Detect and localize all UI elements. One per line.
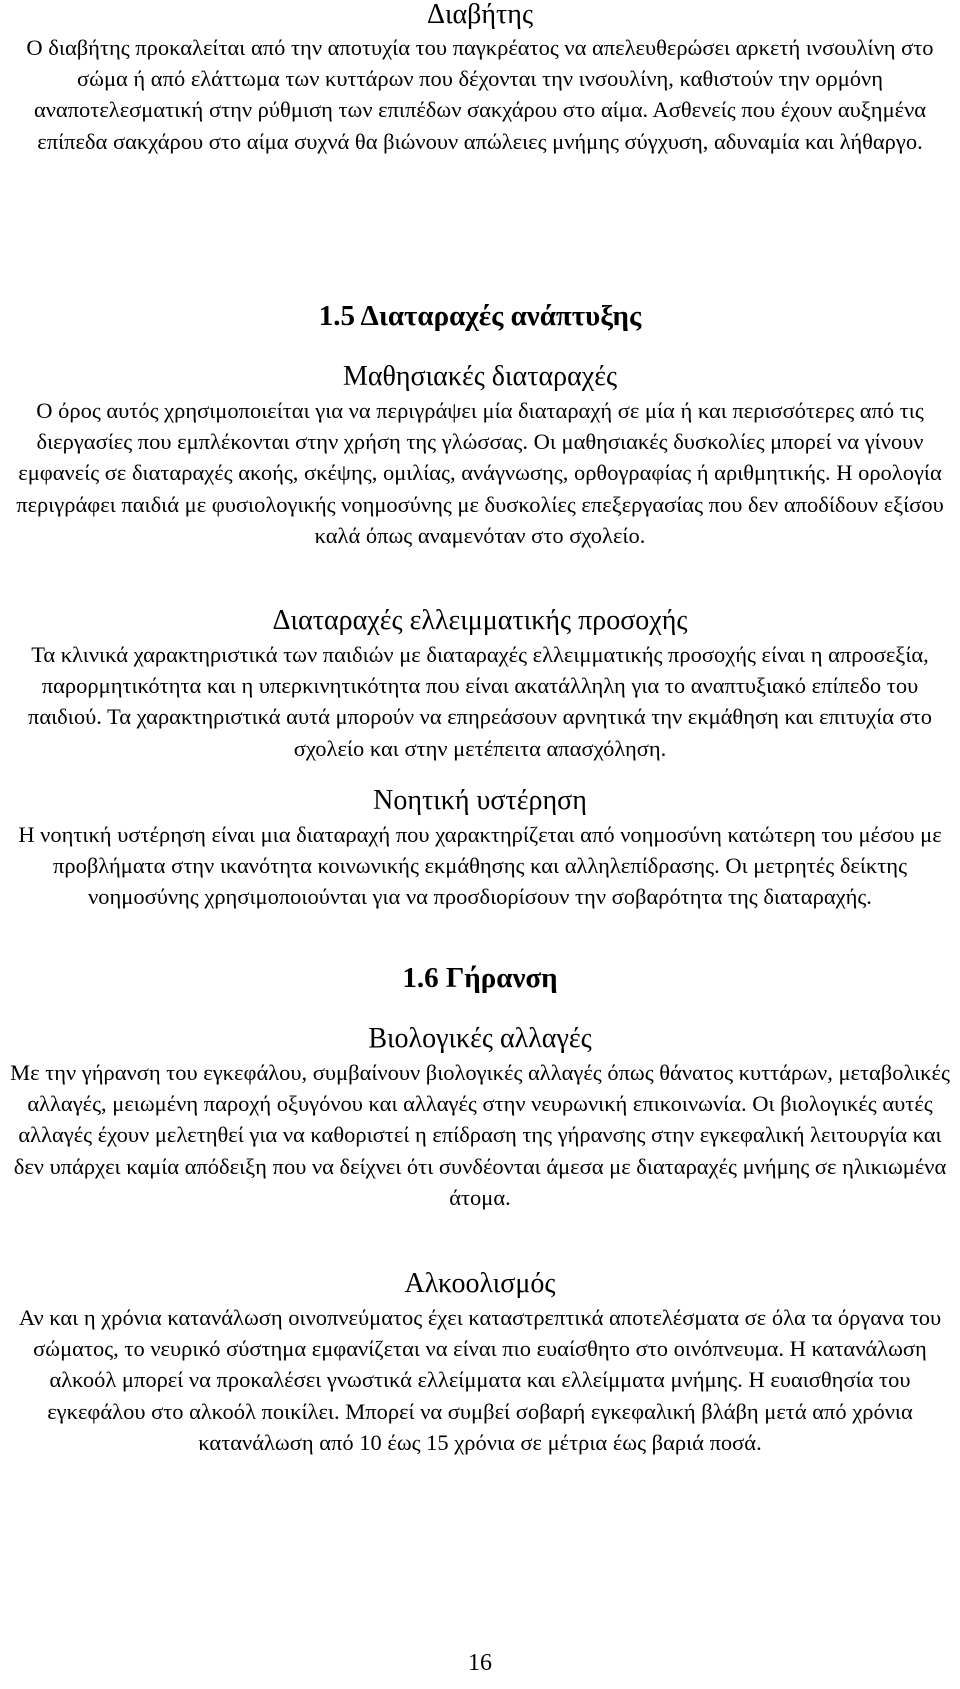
intellectual-disability-heading: Νοητική υστέρηση [373, 785, 587, 816]
intellectual-disability-paragraph: Η νοητική υστέρηση είναι μια διαταραχή που χαρακτηρίζεται από νοημοσύνη κατώτερη του μέσου με προβλήματα στην ικανότητα κοινωνικής εκμάθησης και αλληλεπίδρασης. Οι μετρητές δείκτης νοημοσύνης χρησιμοποιούνται για να προσδιορίσουν την σοβαρότητα της διαταραχής. [18, 822, 942, 910]
learning-disorders-paragraph: Ο όρος αυτός χρησιμοποιείται για να περιγράψει μία διαταραχή σε μία ή και περισσότερες από τις διεργασίες που εμπλέκονται στην χρήση της γλώσσας. Οι μαθησιακές δυσκολίες μπορεί να γίνουν εμφανείς σε διαταραχές ακοής, σκέψης, ομιλίας, ανάγνωσης, ορθογραφίας ή αριθμητικής. Η ορολογία περιγράφει παιδιά με φυσιολογικής νοημοσύνης με δυσκολίες επεξεργασίας που δεν αποδίδουν εξίσου καλά όπως αναμενόταν στο σχολείο. [16, 398, 944, 548]
attention-disorders-heading: Διαταραχές ελλειμματικής προσοχής [272, 605, 688, 636]
attention-disorders-paragraph: Τα κλινικά χαρακτηριστικά των παιδιών με διαταραχές ελλειμματικής προσοχής είναι η απροσεξία, παρορμητικότητα και η υπερκινητικότητα που είναι ακατάλληλη για το αναπτυξιακό επίπεδο του παιδιού. Τα χαρακτηριστικά αυτά μπορούν να επηρεάσουν αρνητικά την εκμάθηση και επιτυχία στο σχολείο και στην μετέπειτα απασχόληση. [27, 642, 933, 761]
biological-changes-paragraph: Με την γήρανση του εγκεφάλου, συμβαίνουν βιολογικές αλλαγές όπως θάνατος κυττάρων, μεταβολικές αλλαγές, μειωμένη παροχή οξυγόνου και αλλαγές στην νευρωνική επικοινωνία. Οι βιολογικές αυτές αλλαγές έχουν μελετηθεί για να καθοριστεί η επίδραση της γήρανσης στην εγκεφαλική λειτουργία και δεν υπάρχει καμία απόδειξη που να δείχνει ότι συνδέονται άμεσα με διαταραχές μνήμης σε ηλικιωμένα άτομα. [10, 1060, 950, 1210]
section-1-6-title: 1.6 Γήρανση [402, 962, 558, 994]
diabetes-heading: Διαβήτης [426, 0, 534, 30]
alcoholism-heading: Αλκοολισμός [404, 1268, 556, 1299]
alcoholism-paragraph: Αν και η χρόνια κατανάλωση οινοπνεύματος έχει καταστρεπτικά αποτελέσματα σε όλα τα όργανα του σώματος, το νευρικό σύστημα εμφανίζεται να είναι πιο ευαίσθητο στο οινόπνευμα. Η κατανάλωση αλκοόλ μπορεί να προκαλέσει γνωστικά ελλείμματα και ελλείμματα μνήμης. Η ευαισθησία του εγκεφάλου στο αλκοόλ ποικίλει. Μπορεί να συμβεί σοβαρή εγκεφαλική βλάβη μετά από χρόνια κατανάλωση από 10 έως 15 χρόνια σε μέτρια έως βαριά ποσά. [18, 1305, 942, 1455]
biological-changes-heading: Βιολογικές αλλαγές [368, 1023, 592, 1054]
section-1-5-title: 1.5 Διαταραχές ανάπτυξης [318, 300, 642, 332]
diabetes-paragraph: Ο διαβήτης προκαλείται από την αποτυχία του παγκρέατος να απελευθερώσει αρκετή ινσουλίνη στο σώμα ή από ελάττωμα των κυττάρων που δέχονται την ινσουλίνη, καθιστούν την ορμόνη αναποτελεσματική στην ρύθμιση των επιπέδων σακχάρου στο αίμα. Ασθενείς που έχουν αυξημένα επίπεδα σακχάρου στο αίμα συχνά θα βιώνουν απώλειες μνήμης σύγχυση, αδυναμία και λήθαργο. [26, 35, 934, 154]
page-number: 16 [468, 1650, 492, 1676]
learning-disorders-heading: Μαθησιακές διαταραχές [342, 361, 618, 392]
